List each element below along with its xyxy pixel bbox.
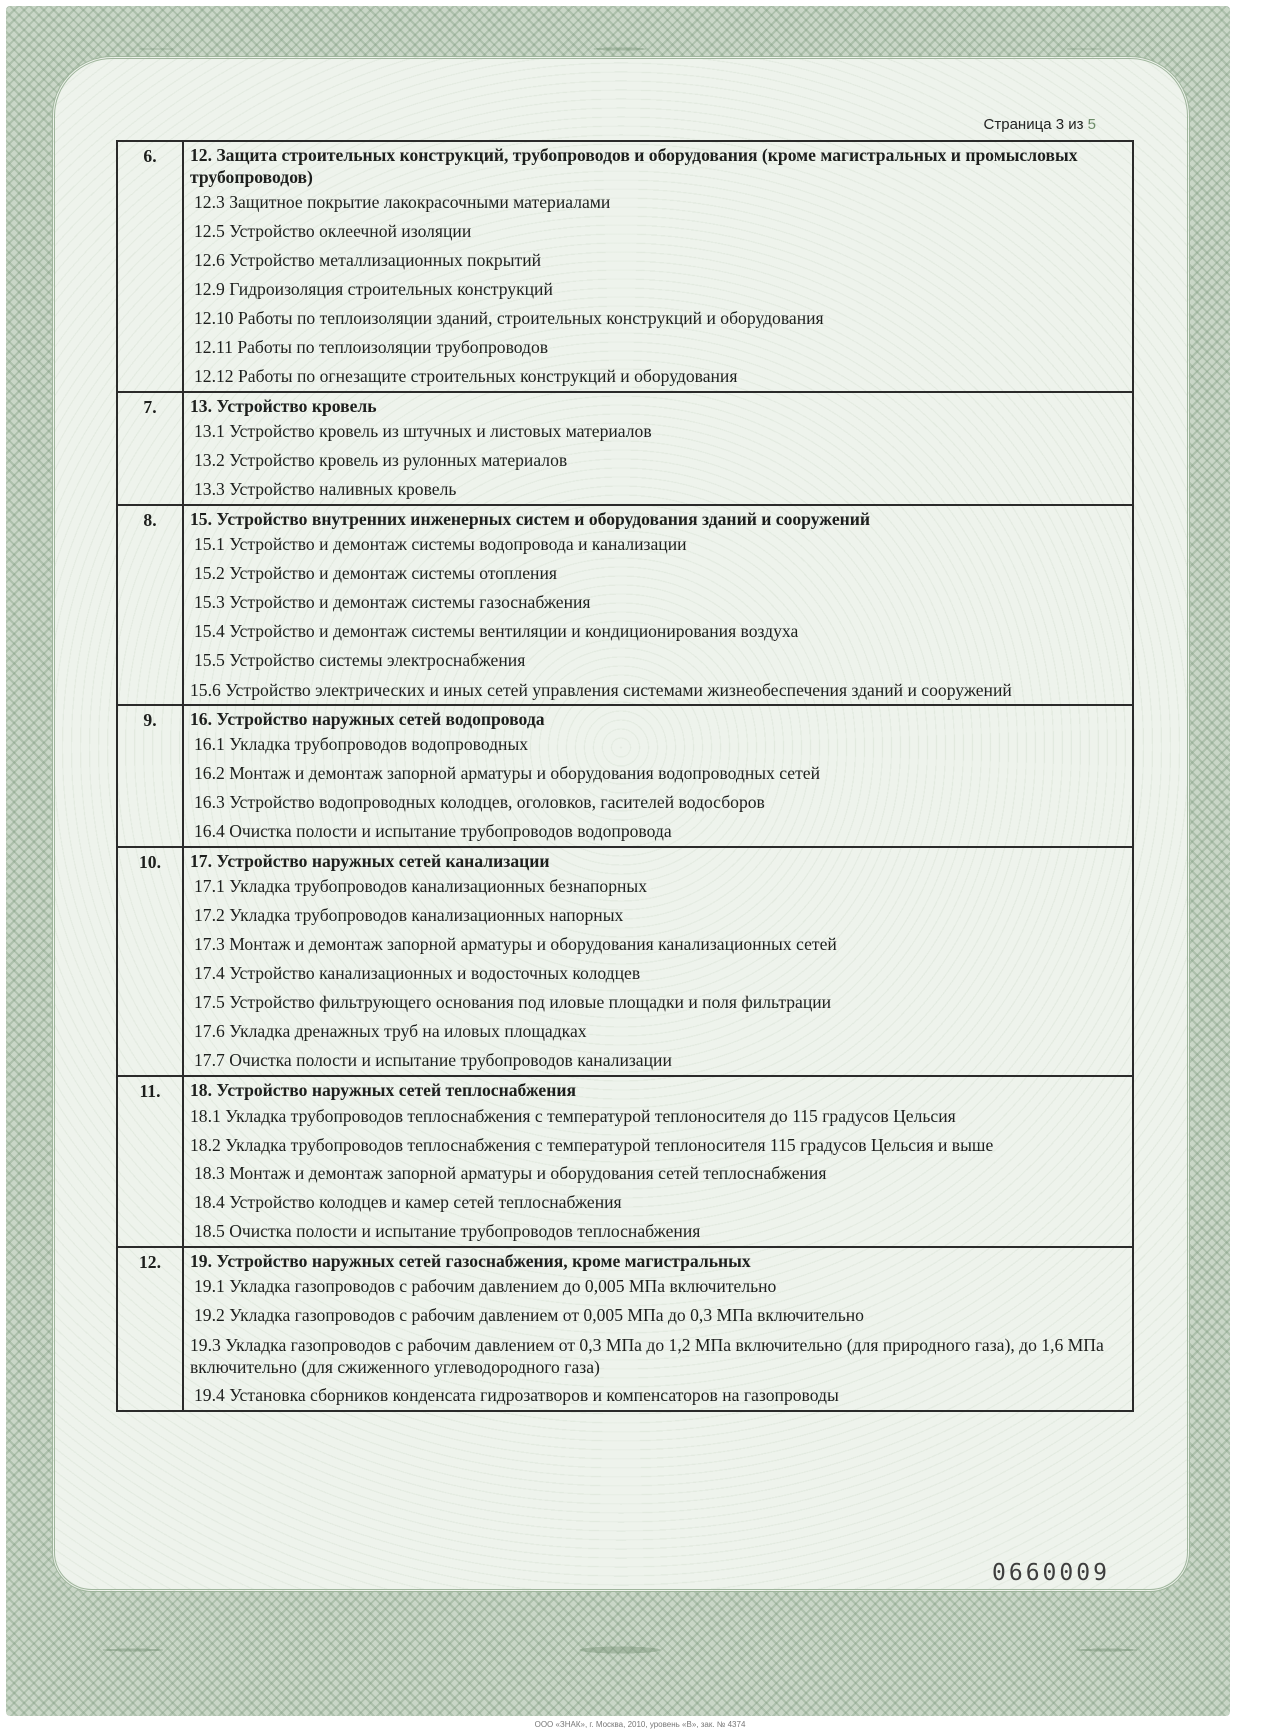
work-item: 18.2 Укладка трубопроводов теплоснабжения с температурой теплоносителя 115 градусов Цельсия и выше [190,1135,994,1155]
page-current: 3 [1055,116,1065,133]
work-item: 12.3 Защитное покрытие лакокрасочными материалами [194,192,611,212]
work-group-row [117,1076,1133,1247]
group-content [183,847,1133,1076]
work-item: 17.3 Монтаж и демонтаж запорной арматуры и оборудования канализационных сетей [194,934,837,954]
work-item: 18.1 Укладка трубопроводов теплоснабжения с температурой теплоносителя до 115 градусов Цельсия [190,1106,956,1126]
work-item: 13.1 Устройство кровель из штучных и листовых материалов [194,421,652,441]
work-item: 16.1 Укладка трубопроводов водопроводных [194,734,529,754]
work-item: 16.3 Устройство водопроводных колодцев, оголовков, гасителей водосборов [194,792,765,812]
group-content [183,505,1133,705]
work-item: 15.1 Устройство и демонтаж системы водопровода и канализации [194,534,687,554]
work-item: 18.5 Очистка полости и испытание трубопроводов теплоснабжения [194,1221,701,1241]
works-table [116,140,1134,1412]
serial-number: 0660009 [992,1560,1110,1586]
group-number: 11. [117,1076,183,1247]
work-item: 15.5 Устройство системы электроснабжения [194,650,526,670]
work-group-row [117,141,1133,392]
work-item: 15.6 Устройство электрических и иных сетей управления системами жизнеобеспечения зданий и сооружений [190,680,1012,700]
work-item: 16.4 Очистка полости и испытание трубопроводов водопровода [194,821,672,841]
work-group-row [117,505,1133,705]
work-item: 17.2 Укладка трубопроводов канализационных напорных [194,905,624,925]
work-item: 12.11 Работы по теплоизоляции трубопроводов [194,337,549,357]
work-item: 12.9 Гидроизоляция строительных конструкций [194,279,553,299]
group-title: 15. Устройство внутренних инженерных систем и оборудования зданий и сооружений [190,509,871,529]
group-number: 10. [117,847,183,1076]
group-title: 12. Защита строительных конструкций, трубопроводов и оборудования (кроме магистральных и промысловых трубопроводов) [190,145,1078,187]
work-item: 17.5 Устройство фильтрующего основания под иловые площадки и поля фильтрации [194,992,832,1012]
work-group-row [117,392,1133,505]
work-item: 17.1 Укладка трубопроводов канализационных безнапорных [194,876,648,896]
group-content [183,705,1133,847]
group-number: 6. [117,141,183,392]
group-content [183,1076,1133,1247]
group-number: 8. [117,505,183,705]
page-of: из [1068,116,1084,133]
work-item: 17.7 Очистка полости и испытание трубопроводов канализации [194,1050,672,1070]
work-item: 17.4 Устройство канализационных и водосточных колодцев [194,963,641,983]
group-title: 19. Устройство наружных сетей газоснабжения, кроме магистральных [190,1251,751,1271]
group-number: 9. [117,705,183,847]
work-item: 12.10 Работы по теплоизоляции зданий, строительных конструкций и оборудования [194,308,824,328]
group-number: 7. [117,392,183,505]
work-item: 18.4 Устройство колодцев и камер сетей теплоснабжения [194,1192,622,1212]
work-item: 18.3 Монтаж и демонтаж запорной арматуры и оборудования сетей теплоснабжения [194,1163,827,1183]
group-number: 12. [117,1247,183,1411]
group-title: 18. Устройство наружных сетей теплоснабжения [190,1080,576,1100]
page-label: Страница [983,116,1052,133]
work-item: 19.3 Укладка газопроводов с рабочим давлением от 0,3 МПа до 1,2 МПа включительно (для природного газа), до 1,6 МПа включительно (для сжиженного углеводородного газа) [190,1335,1104,1377]
work-group-row [117,705,1133,847]
group-title: 13. Устройство кровель [190,396,377,416]
group-content [183,1247,1133,1411]
page-total: 5 [1087,116,1096,133]
work-item: 15.4 Устройство и демонтаж системы вентиляции и кондиционирования воздуха [194,621,799,641]
work-item: 13.3 Устройство наливных кровель [194,479,457,499]
work-item: 13.2 Устройство кровель из рулонных материалов [194,450,568,470]
group-content [183,392,1133,505]
printer-imprint: ООО «ЗНАК», г. Москва, 2010, уровень «В», зак. № 4374 [534,1720,746,1729]
work-item: 15.3 Устройство и демонтаж системы газоснабжения [194,592,591,612]
group-title: 17. Устройство наружных сетей канализации [190,851,550,871]
work-item: 17.6 Укладка дренажных труб на иловых площадках [194,1021,587,1041]
group-title: 16. Устройство наружных сетей водопровода [190,709,545,729]
work-item: 12.5 Устройство оклеечной изоляции [194,221,472,241]
work-item: 15.2 Устройство и демонтаж системы отопления [194,563,557,583]
work-item: 12.6 Устройство металлизационных покрытий [194,250,542,270]
works-table-body [117,141,1133,1411]
work-item: 19.4 Установка сборников конденсата гидрозатворов и компенсаторов на газопроводы [194,1385,839,1405]
work-item: 16.2 Монтаж и демонтаж запорной арматуры и оборудования водопроводных сетей [194,763,821,783]
work-item: 19.1 Укладка газопроводов с рабочим давлением до 0,005 МПа включительно [194,1276,777,1296]
work-item: 19.2 Укладка газопроводов с рабочим давлением от 0,005 МПа до 0,3 МПа включительно [194,1305,864,1325]
work-item: 12.12 Работы по огнезащите строительных конструкций и оборудования [194,366,738,386]
page-number [984,116,1096,133]
work-group-row [117,1247,1133,1411]
work-group-row [117,847,1133,1076]
group-content [183,141,1133,392]
